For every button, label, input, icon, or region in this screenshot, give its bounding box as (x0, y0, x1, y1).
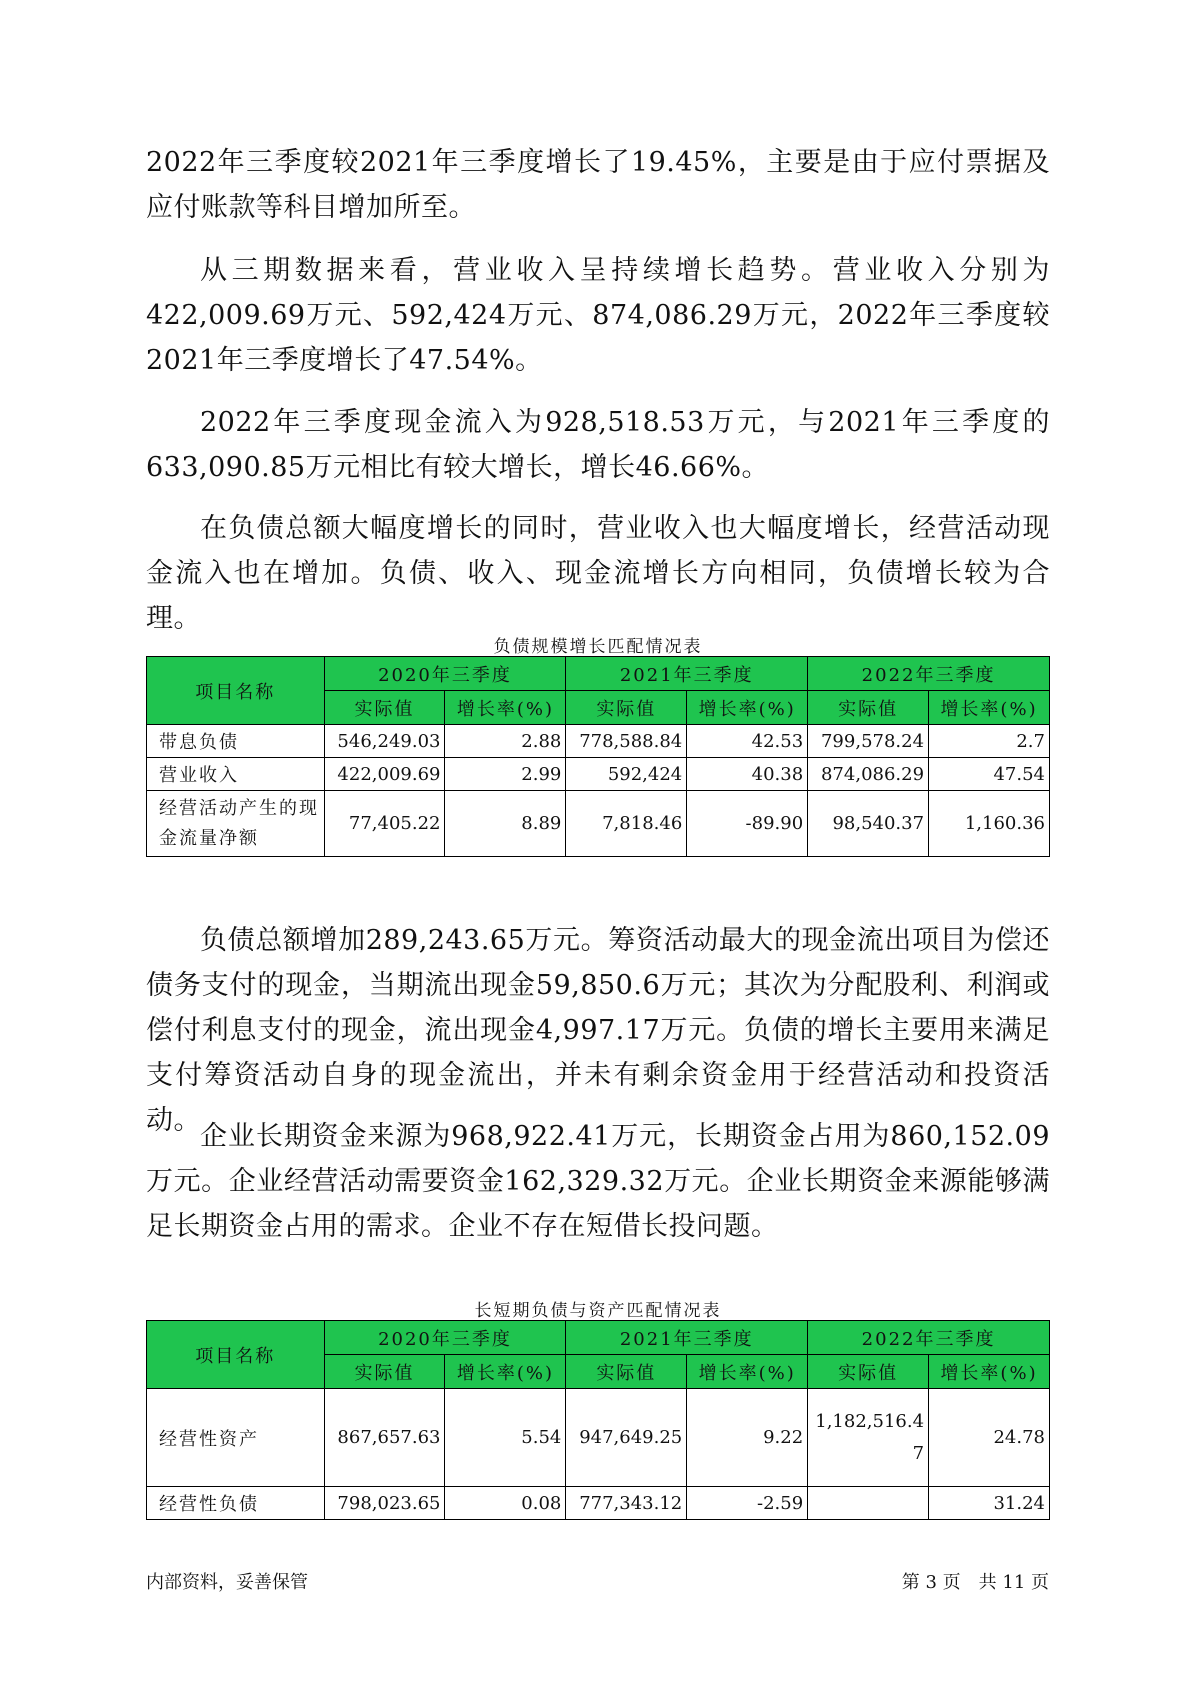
paragraph: 2022年三季度现金流入为928,518.53万元，与2021年三季度的633,090.85万元相比有较大增长，增长46.66%。 (146, 407, 1050, 483)
table-cell: 1,182,516.47 (808, 1389, 929, 1487)
item-name-header: 项目名称 (147, 1321, 325, 1389)
actual-value-header: 实际值 (808, 691, 929, 725)
table-row (147, 1487, 1050, 1520)
growth-rate-header: 增长率(%) (687, 691, 808, 725)
long-short-term-matching-table (146, 1320, 1050, 1520)
actual-value-header: 实际值 (808, 1355, 929, 1389)
table-cell: 40.38 (687, 758, 808, 791)
actual-value-header: 实际值 (566, 691, 687, 725)
table-cell (808, 1487, 929, 1520)
row-label: 带息负债 (147, 725, 325, 758)
table-row (147, 791, 1050, 857)
growth-rate-header: 增长率(%) (445, 1355, 566, 1389)
table-cell: 422,009.69 (324, 758, 445, 791)
table-cell: 546,249.03 (324, 725, 445, 758)
paragraph: 在负债总额大幅度增长的同时，营业收入也大幅度增长，经营活动现金流入也在增加。负债、收入、现金流增长方向相同，负债增长较为合理。 (146, 513, 1050, 634)
table-cell: 867,657.63 (324, 1389, 445, 1487)
row-label: 营业收入 (147, 758, 325, 791)
paragraph: 2022年三季度较2021年三季度增长了19.45%，主要是由于应付票据及应付账款等科目增加所至。 (146, 147, 1050, 223)
table-cell: 592,424 (566, 758, 687, 791)
table-cell: 7,818.46 (566, 791, 687, 857)
table-cell: 9.22 (687, 1389, 808, 1487)
growth-rate-header: 增长率(%) (687, 1355, 808, 1389)
debt-scale-growth-table (146, 656, 1050, 857)
period-header: 2022年三季度 (808, 1321, 1050, 1355)
table-cell: 5.54 (445, 1389, 566, 1487)
table-cell: 799,578.24 (808, 725, 929, 758)
table-row (147, 758, 1050, 791)
growth-rate-header: 增长率(%) (929, 691, 1050, 725)
table-cell: 798,023.65 (324, 1487, 445, 1520)
period-header: 2020年三季度 (324, 1321, 566, 1355)
item-name-header: 项目名称 (147, 657, 325, 725)
table-caption: 负债规模增长匹配情况表 (493, 637, 703, 657)
table-cell: 2.99 (445, 758, 566, 791)
footer-confidential-note: 内部资料，妥善保管 (146, 1572, 308, 1593)
period-header: 2022年三季度 (808, 657, 1050, 691)
growth-rate-header: 增长率(%) (929, 1355, 1050, 1389)
actual-value-header: 实际值 (566, 1355, 687, 1389)
table-cell: 777,343.12 (566, 1487, 687, 1520)
page-number: 第 3 页 共 11 页 (901, 1572, 1049, 1593)
table-row (147, 725, 1050, 758)
table-cell: 947,649.25 (566, 1389, 687, 1487)
period-header: 2021年三季度 (566, 657, 808, 691)
table-row (147, 1389, 1050, 1487)
table-cell: 778,588.84 (566, 725, 687, 758)
row-label: 经营性资产 (147, 1389, 325, 1487)
table-cell: -2.59 (687, 1487, 808, 1520)
table-cell: 1,160.36 (929, 791, 1050, 857)
table-caption: 长短期负债与资产匹配情况表 (474, 1301, 722, 1321)
paragraph: 企业长期资金来源为968,922.41万元，长期资金占用为860,152.09万元。企业经营活动需要资金162,329.32万元。企业长期资金来源能够满足长期资金占用的需求。企业不存在短借长投问题。 (146, 1121, 1050, 1242)
paragraph: 负债总额增加289,243.65万元。筹资活动最大的现金流出项目为偿还债务支付的现金，当期流出现金59,850.6万元；其次为分配股利、利润或偿付利息支付的现金，流出现金4,997.17万元。负债的增长主要用来满足支付筹资活动自身的现金流出，并未有剩余资金用于经营活动和投资活动。 (146, 925, 1050, 1136)
table-cell: 0.08 (445, 1487, 566, 1520)
period-header: 2020年三季度 (324, 657, 566, 691)
table-cell: 2.88 (445, 725, 566, 758)
table-cell: 31.24 (929, 1487, 1050, 1520)
table-cell: 8.89 (445, 791, 566, 857)
table-cell: -89.90 (687, 791, 808, 857)
table-cell: 2.7 (929, 725, 1050, 758)
growth-rate-header: 增长率(%) (445, 691, 566, 725)
table-cell: 42.53 (687, 725, 808, 758)
table-cell: 77,405.22 (324, 791, 445, 857)
actual-value-header: 实际值 (324, 1355, 445, 1389)
table-cell: 98,540.37 (808, 791, 929, 857)
actual-value-header: 实际值 (324, 691, 445, 725)
table-cell: 24.78 (929, 1389, 1050, 1487)
paragraph: 从三期数据来看，营业收入呈持续增长趋势。营业收入分别为422,009.69万元、592,424万元、874,086.29万元，2022年三季度较2021年三季度增长了47.54%。 (146, 255, 1050, 376)
row-label: 经营性负债 (147, 1487, 325, 1520)
row-label: 经营活动产生的现金流量净额 (147, 791, 325, 857)
period-header: 2021年三季度 (566, 1321, 808, 1355)
table-cell: 47.54 (929, 758, 1050, 791)
table-cell: 874,086.29 (808, 758, 929, 791)
